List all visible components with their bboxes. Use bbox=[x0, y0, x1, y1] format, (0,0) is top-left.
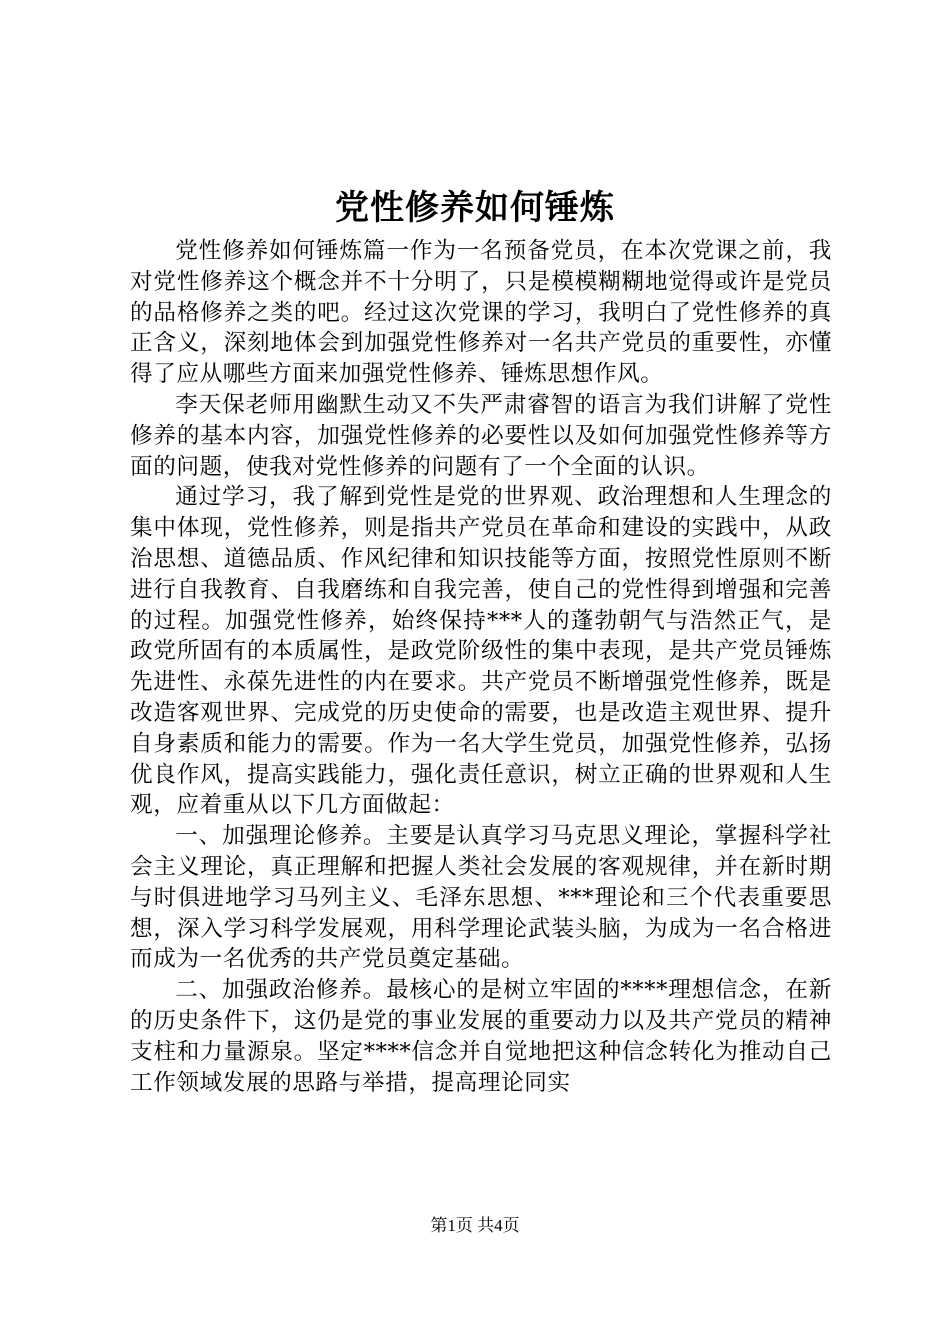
paragraph-2: 李天保老师用幽默生动又不失严肃睿智的语言为我们讲解了党性修养的基本内容，加强党性修养的必要性以及如何加强党性修养等方面的问题，使我对党性修养的问题有了一个全面的认识。 bbox=[130, 391, 832, 480]
paragraph-3: 通过学习，我了解到党性是党的世界观、政治理想和人生理念的集中体现，党性修养，则是指共产党员在革命和建设的实践中，从政治思想、道德品质、作风纪律和知识技能等方面，按照党性原则不断进行自我教育、自我磨练和自我完善，使自己的党性得到增强和完善的过程。加强党性修养，始终保持***人的蓬勃朝气与浩然正气，是政党所固有的本质属性，是政党阶级性的集中表现，是共产党员锤炼先进性、永葆先进性的内在要求。共产党员不断增强党性修养，既是改造客观世界、完成党的历史使命的需要，也是改造主观世界、提升自身素质和能力的需要。作为一名大学生党员，加强党性修养，弘扬优良作风，提高实践能力，强化责任意识，树立正确的世界观和人生观，应着重从以下几方面做起： bbox=[130, 484, 832, 819]
paragraph-4: 一、加强理论修养。主要是认真学习马克思义理论，掌握科学社会主义理论，真正理解和把握人类社会发展的客观规律，并在新时期与时俱进地学习马列主义、毛泽东思想、***理论和三个代表重要思想，深入学习科学发展观，用科学理论武装头脑，为成为一名合格进而成为一名优秀的共产党员奠定基础。 bbox=[130, 823, 832, 973]
page-number-footer: 第1页 共4页 bbox=[430, 1216, 520, 1235]
document-body bbox=[130, 236, 832, 1098]
paragraph-1: 党性修养如何锤炼篇一作为一名预备党员，在本次党课之前，我对党性修养这个概念并不十分明了，只是模模糊糊地觉得或许是党员的品格修养之类的吧。经过这次党课的学习，我明白了党性修养的真正含义，深刻地体会到加强党性修养对一名共产党员的重要性，亦懂得了应从哪些方面来加强党性修养、锤炼思想作风。 bbox=[130, 238, 832, 388]
document-title: 党性修养如何锤炼 bbox=[335, 188, 615, 228]
paragraph-5: 二、加强政治修养。最核心的是树立牢固的****理想信念，在新的历史条件下，这仍是党的事业发展的重要动力以及共产党员的精神支柱和力量源泉。坚定****信念并自觉地把这种信念转化为推动自己工作领域发展的思路与举措，提高理论同实 bbox=[130, 977, 832, 1096]
